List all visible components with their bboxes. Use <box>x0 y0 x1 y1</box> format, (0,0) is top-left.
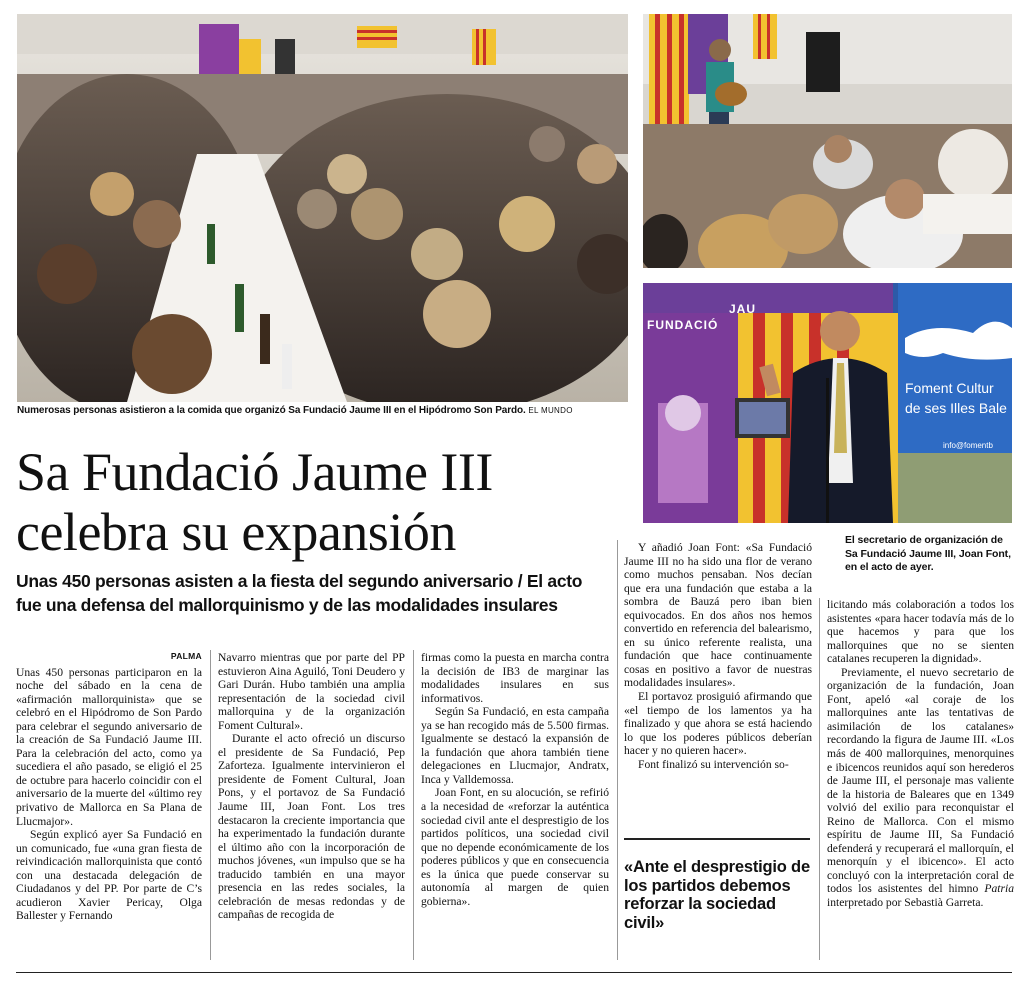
body-column-2 <box>218 651 405 922</box>
body-column-3 <box>421 651 609 908</box>
pull-quote: «Ante el desprestigio de los partidos debemos reforzar la sociedad civil» <box>624 858 810 932</box>
main-photo-caption <box>17 404 628 417</box>
main-photo-caption-text: Numerosas personas asistieron a la comida que organizó Sa Fundació Jaume III en el Hipódromo Son Pardo. <box>17 405 526 416</box>
pull-quote-rule-top <box>624 838 810 840</box>
right-top-photo-musician <box>643 14 1012 268</box>
body-column-4 <box>624 541 812 771</box>
banner-text-fundacio: FUNDACIÓ <box>647 318 719 332</box>
right-bottom-photo-speaker <box>643 283 1012 523</box>
column-divider <box>819 598 820 960</box>
headline-line-2: celebra su expansión <box>16 502 456 562</box>
col4-paragraph: Font finalizó su intervención so- <box>638 757 789 771</box>
col4-paragraph: Y añadió Joan Font: «Sa Fundació Jaume III no ha sido una flor de verano como muchos pensaban. Nos decían que era una fundación que estaba a la sombra de Bauzá pero iban bien equivocados. En dos años nos hemos convertido en referencia del balearismo, en su único referente realista, una fundación que hace continuamente cosas en positivo a favor de nuestras modalidades insulares». <box>624 541 812 690</box>
musician-illustration <box>643 14 1012 268</box>
hymn-title: Patria <box>984 882 1014 896</box>
right-photo-caption: El secretario de organización de Sa Fundació Jaume III, Joan Font, en el acto de ayer. <box>845 534 1011 573</box>
banner-text-email: info@fomentb <box>943 441 993 450</box>
body-column-5 <box>827 598 1014 910</box>
col5-text: Previamente, el nuevo secretario de organización de la fundación, Joan Font, apeló «al coraje de los mallorquines ante las tentativas de asimilación de los catalanes» recordando la figura de Jaume III. «Los más de 400 mallorquines, menorquines e ibicencos reunidos aquí son herederos de Jaume III, el personaje mas valiente de la historia de Baleares que en 1349 volvió del exilio para reconquistar el Reino de Mallorca. Con el mismo espíritu de Jaume III, Sa Fundació defenderá y recuperará el mallorquín, el menorquín y el ibicenco». El acto concluyó con la interpretación coral de todos los asistentes del himno <box>827 665 1014 896</box>
col2-paragraph: Durante el acto ofreció un discurso el presidente de Sa Fundació, Pep Zaforteza. Igualmente intervinieron el presidente de Foment Cultural, Joan Pons, y el portavoz de Sa Fundació Jaume III, Joan Font. Los tres destacaron la creciente importancia que ha experimentado la fundación durante el último año con la incorporación de muchos jóvenes, «un impulso que se ha traducido también en una mayor presencia en las redes sociales, la celebración de mesas redondas y de campañas de recogida de <box>218 732 405 922</box>
body-column-1 <box>16 650 202 923</box>
col5-paragraph: licitando más colaboración a todos los asistentes «para hacer todavía más de lo que hacemos y para que los mallorquines que no se sienten catalanes recuperen la dignidad». <box>827 598 1014 666</box>
col5-text: interpretado por Sebastià Garreta. <box>827 896 984 910</box>
subhead-line-2: fue una defensa del mallorquinismo y de las modalidades insulares <box>16 595 558 615</box>
subhead-line-1: Unas 450 personas asisten a la fiesta del segundo aniversario / El acto <box>16 571 583 591</box>
col1-paragraph: Según explicó ayer Sa Fundació en un comunicado, fue «una gran fiesta de reivindicación mallorquinista que contó con una destacada delegación de Ciudadanos y del PP. Por parte de C’s acudieron Xavier Pericay, Olga Ballester y Fernando <box>16 828 202 923</box>
col3-paragraph: Según Sa Fundació, en esta campaña ya se han recogido más de 5.500 firmas. Igualmente se destacó la expansión de la fundación que ahora también tiene delegaciones en Llucmajor, Andratx, Inca y Valldemossa. <box>421 705 609 786</box>
banner-text-foment-1: Foment Cultur <box>905 380 994 396</box>
speaker-illustration <box>643 283 1012 523</box>
col3-paragraph: firmas como la puesta en marcha contra la decisión de IB3 de marginar las modalidades insulares en sus informativos. <box>421 651 609 705</box>
col2-paragraph: Navarro mientras que por parte del PP estuvieron Aina Aguiló, Toni Deudero y Gari Durán. Hubo también una amplia representación de la sociedad civil mallorquina y de la organización Foment Cultural». <box>218 651 405 732</box>
bottom-rule <box>16 972 1012 973</box>
main-photo-banquet <box>17 14 628 402</box>
column-divider <box>413 650 414 960</box>
banner-text-foment-2: de ses Illes Bale <box>905 400 1007 416</box>
col3-paragraph: Joan Font, en su alocución, se refirió a la necesidad de «reforzar la auténtica sociedad civil ante el desprestigio de los partidos políticos, una sociedad civil que no depende económicamente de los poderes públicos y que en consecuencia es la única que puede conservar su autonomía al margen de quien gobierna». <box>421 786 609 908</box>
column-divider <box>210 650 211 960</box>
location-label: PALMA <box>170 651 202 661</box>
photo-credit: EL MUNDO <box>528 406 573 415</box>
col5-paragraph <box>827 666 1014 910</box>
headline-line-1: Sa Fundació Jaume III <box>16 442 493 502</box>
col4-paragraph: El portavoz prosiguió afirmando que «el tiempo de los lamentos ya ha finalizado y que ahora se está haciendo lo que los poderes públicos deberían hacer y no quieren hacer». <box>624 690 812 758</box>
banner-text-jaume: JAU <box>729 302 757 316</box>
banquet-illustration <box>17 14 628 402</box>
column-divider <box>617 540 618 960</box>
col1-paragraph: Unas 450 personas participaron en la noche del sábado en la cena de «afirmación mallorquinista» que se celebró en el Hipódromo de Son Pardo para celebrar el segundo aniversario de la creación de Sa Fundació Jaume III. Para la celebración del acto, como ya sucediera el año pasado, se eligió el 25 de octubre para hacerlo coincidir con el aniversario de la muerte del «último rey privativo de Mallorca en Sa Plana de Llucmajor». <box>16 665 202 828</box>
